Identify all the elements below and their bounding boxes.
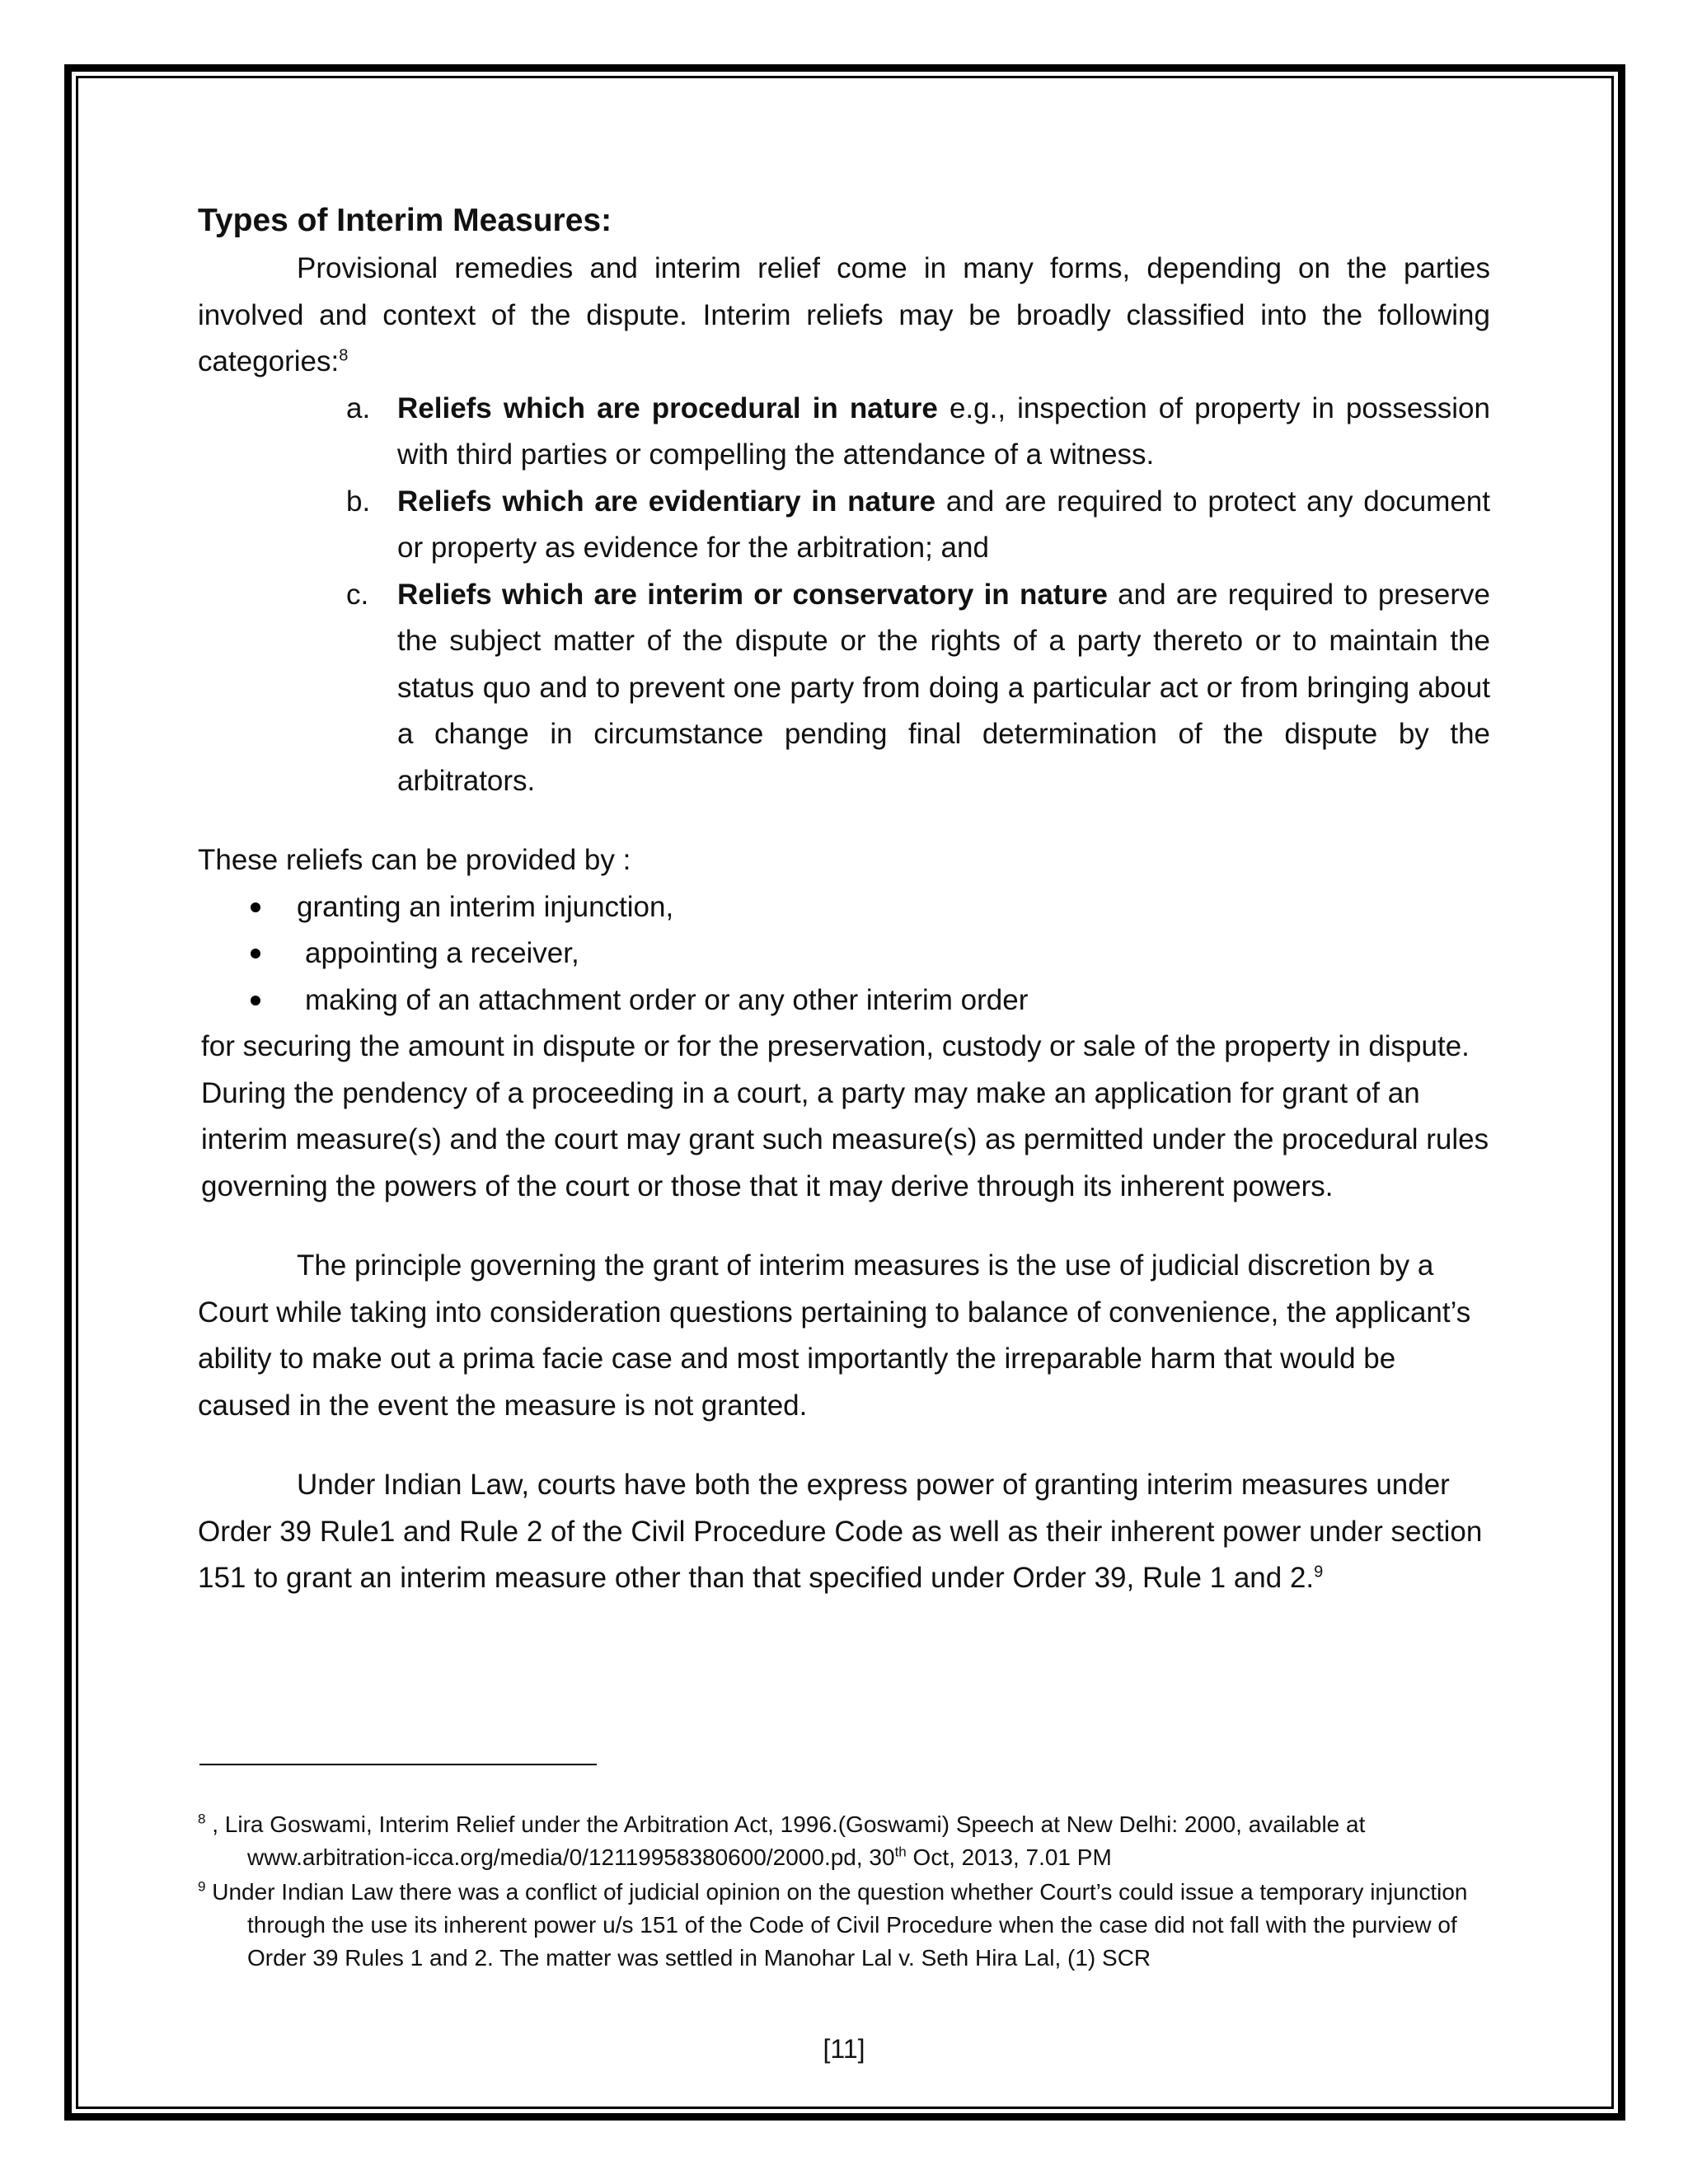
indian-law-text: Under Indian Law, courts have both the express power of granting interim measures under Order 39 Rule1 and Rule 2 of the Civil Procedure Code as well as their inherent power under section 151 to grant an interim measure other than that specified under Order 39, Rule 1 and 2. [198, 1469, 1483, 1594]
footnote-text-end: Oct, 2013, 7.01 PM [906, 1844, 1112, 1870]
list-marker: c. [346, 578, 369, 611]
list-item [247, 930, 1490, 977]
footnote-ref-9[interactable]: 9 [1314, 1563, 1324, 1582]
category-item-b [346, 479, 1491, 572]
bullet-icon [251, 996, 260, 1005]
section-heading: Types of Interim Measures: [198, 203, 612, 238]
footnote-separator [199, 1764, 597, 1765]
list-item [247, 884, 1490, 931]
footnote-text: , Lira Goswami, Interim Relief under the Arbitration Act, 1996.(Goswami) Speech at New Delhi: 2000, available at www.arbitration-icca.org/media/0/12119958380600/2000.pd, 30 [212, 1811, 1366, 1870]
list-item [247, 977, 1490, 1024]
document-body [198, 196, 1490, 1602]
footnote-text: Under Indian Law there was a conflict of judicial opinion on the question whether Court’s could issue a temporary injunction through the use its inherent power u/s 151 of the Code of Civil Procedure when the case did not fall with the purview of Order 39 Rules 1 and 2. The matter was settled in Manohar Lal v. Seth Hira Lal, (1) SCR [212, 1879, 1468, 1971]
footnote-number: 9 [198, 1878, 206, 1895]
relief-methods-list [198, 884, 1490, 1024]
footnote-9 [198, 1876, 1490, 1975]
footnote-8 [198, 1808, 1490, 1874]
intro-paragraph [198, 246, 1490, 386]
category-title: Reliefs which are evidentiary in nature [397, 485, 936, 518]
provided-by-line: These reliefs can be provided by : [198, 844, 631, 876]
list-marker: b. [346, 485, 371, 518]
list-item-text: making of an attachment order or any other interim order [305, 983, 1029, 1016]
principle-paragraph: The principle governing the grant of interim measures is the use of judicial discretion by a Court while taking into consideration questions pertaining to balance of convenience, the applicant’s ability to make out a prima facie case and most importantly the irreparable harm that would be caused in the event the measure is not granted. [198, 1249, 1471, 1422]
list-item-text: appointing a receiver, [305, 937, 579, 969]
category-description: and are required to preserve the subject matter of the dispute or the rights of a party thereto or to maintain the status quo and to prevent one party from doing a particular act or from bringing about a change in circumstance pending final determination of the dispute by the arbitrators. [397, 578, 1490, 797]
category-title: Reliefs which are interim or conservatory in nature [397, 578, 1108, 611]
bullet-icon [251, 949, 260, 958]
category-description: e.g., inspection of property in possession with third parties or compelling the attendance of a witness. [397, 391, 1490, 471]
list-item-text: granting an interim injunction, [297, 890, 674, 923]
list-marker: a. [346, 391, 371, 424]
continuation-paragraph: for securing the amount in dispute or for the preservation, custody or sale of the property in dispute. During the pendency of a proceeding in a court, a party may make an application for grant of an interim measure(s) and the court may grant such measure(s) as permitted under the procedural rules governing the powers of the court or those that it may derive through its inherent powers. [201, 1030, 1489, 1202]
intro-text: Provisional remedies and interim relief come in many forms, depending on the parties involved and context of the dispute. Interim reliefs may be broadly classified into the following categories: [198, 252, 1490, 377]
category-description: and are required to protect any document or property as evidence for the arbitration; and [397, 485, 1491, 564]
relief-categories-list [198, 386, 1490, 805]
footnotes [198, 1808, 1490, 1976]
bullet-icon [251, 902, 260, 912]
page-number: [11] [823, 2034, 865, 2064]
footnote-number: 8 [198, 1811, 206, 1827]
category-item-a [346, 386, 1490, 479]
indian-law-paragraph [198, 1462, 1490, 1602]
footnote-ref-8[interactable]: 8 [339, 346, 349, 365]
footnote-superscript: th [894, 1844, 907, 1860]
category-item-c [346, 572, 1490, 805]
category-title: Reliefs which are procedural in nature [397, 391, 938, 424]
